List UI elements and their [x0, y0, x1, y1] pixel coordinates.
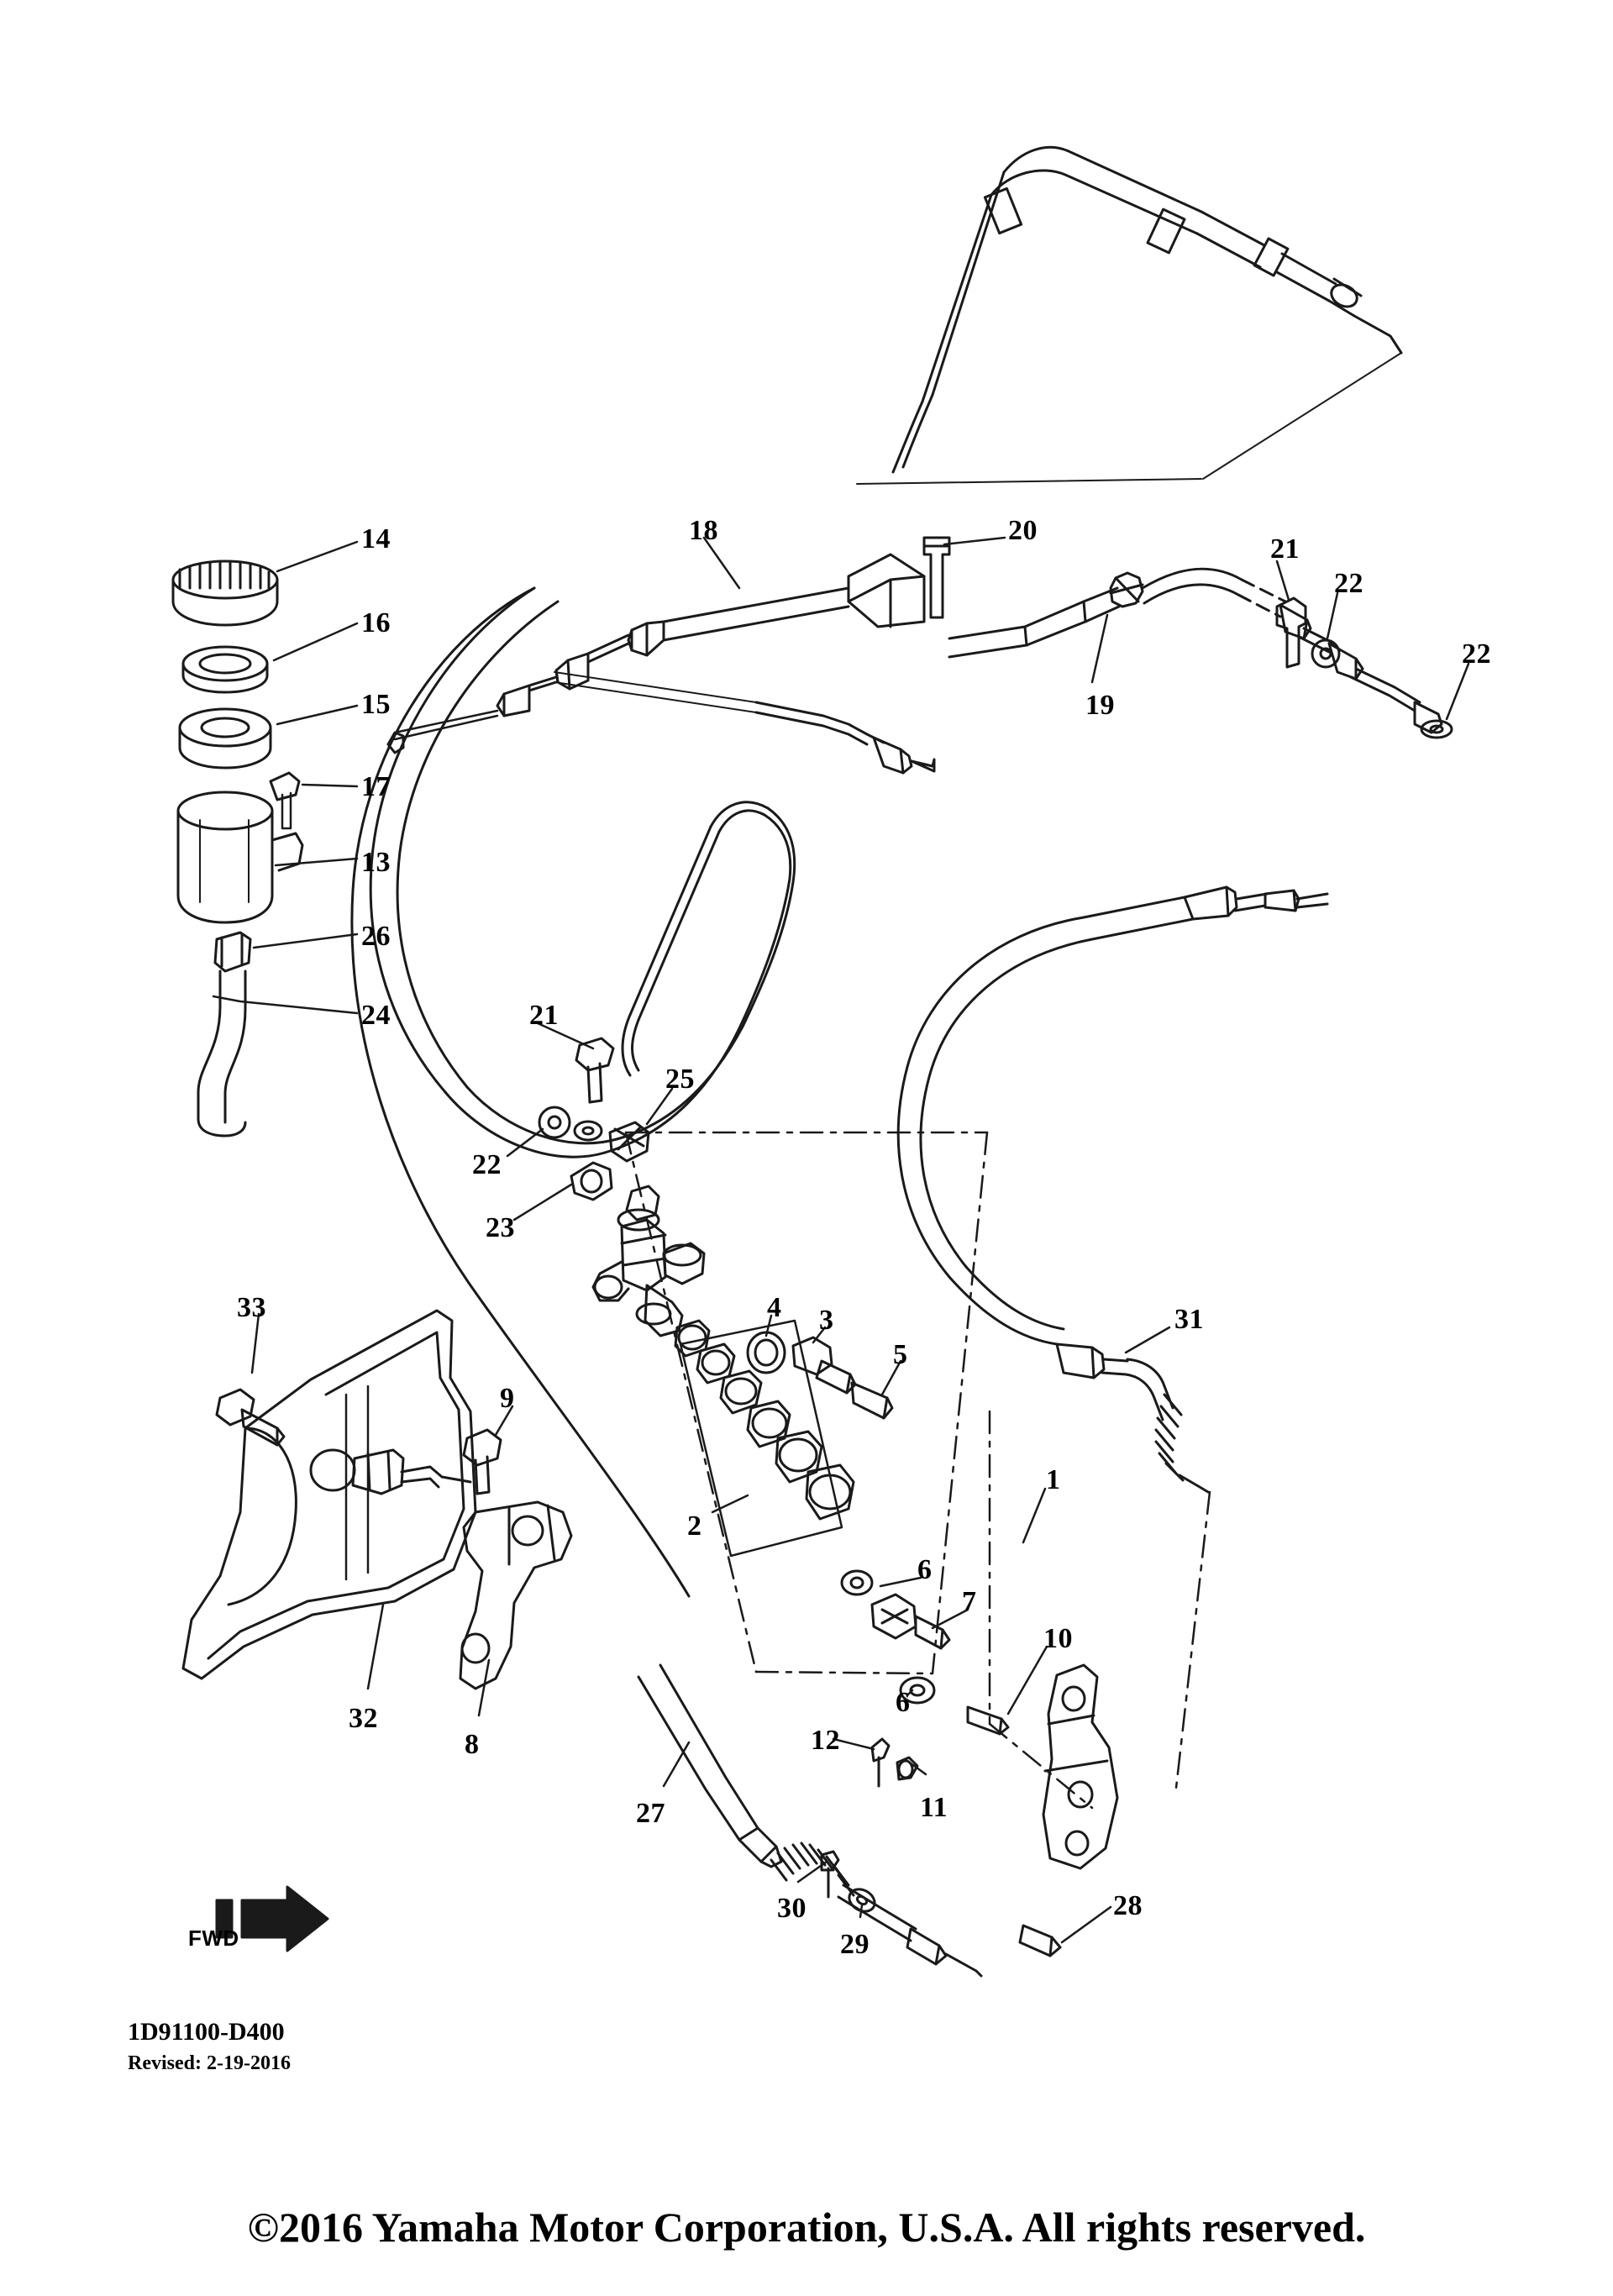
callout-number: 22	[472, 1149, 502, 1180]
callout-number: 23	[486, 1212, 515, 1243]
callout-number: 6	[917, 1554, 933, 1585]
callout-number: 10	[1043, 1623, 1073, 1654]
callout-number: 2	[687, 1511, 702, 1542]
callout-number: 7	[962, 1586, 977, 1617]
callout-number: 8	[465, 1729, 480, 1760]
part-number-label: 1D91100-D400 Revised: 2-19-2016	[128, 2018, 291, 2074]
fwd-direction-label: FWD	[188, 1926, 239, 1951]
callout-number: 22	[1334, 568, 1363, 599]
callout-number: 28	[1113, 1890, 1143, 1921]
callout-number: 5	[893, 1339, 908, 1370]
callout-number: 32	[349, 1703, 378, 1734]
callout-number: 20	[1008, 515, 1038, 546]
callout-number: 27	[636, 1798, 665, 1829]
copyright-notice: ©2016 Yamaha Motor Corporation, U.S.A. All rights reserved.	[247, 2204, 1366, 2251]
callout-number: 13	[361, 847, 391, 878]
callout-number: 29	[840, 1929, 870, 1960]
callout-number: 15	[361, 689, 391, 720]
callout-number: 30	[777, 1893, 806, 1924]
callout-number: 33	[237, 1292, 266, 1323]
callout-number: 21	[529, 1000, 559, 1031]
callout-number: 17	[361, 771, 391, 802]
callout-number: 22	[1462, 638, 1491, 670]
callout-number: 14	[361, 523, 391, 554]
callout-number: 16	[361, 607, 391, 638]
callout-number: 9	[500, 1383, 515, 1414]
callout-number: 11	[920, 1792, 948, 1823]
callout-number: 3	[819, 1305, 834, 1336]
callout-number: 1	[1046, 1464, 1061, 1495]
callout-number: 4	[767, 1292, 782, 1323]
callout-number: 26	[361, 921, 391, 952]
callout-number: 18	[689, 515, 718, 546]
callout-number: 12	[811, 1725, 840, 1756]
callout-number: 21	[1270, 533, 1300, 565]
callout-number: 19	[1085, 690, 1115, 721]
callout-number: 31	[1174, 1304, 1204, 1335]
callout-number: 24	[361, 1000, 391, 1031]
callout-number: 6	[896, 1687, 911, 1718]
callout-number: 25	[665, 1064, 695, 1095]
